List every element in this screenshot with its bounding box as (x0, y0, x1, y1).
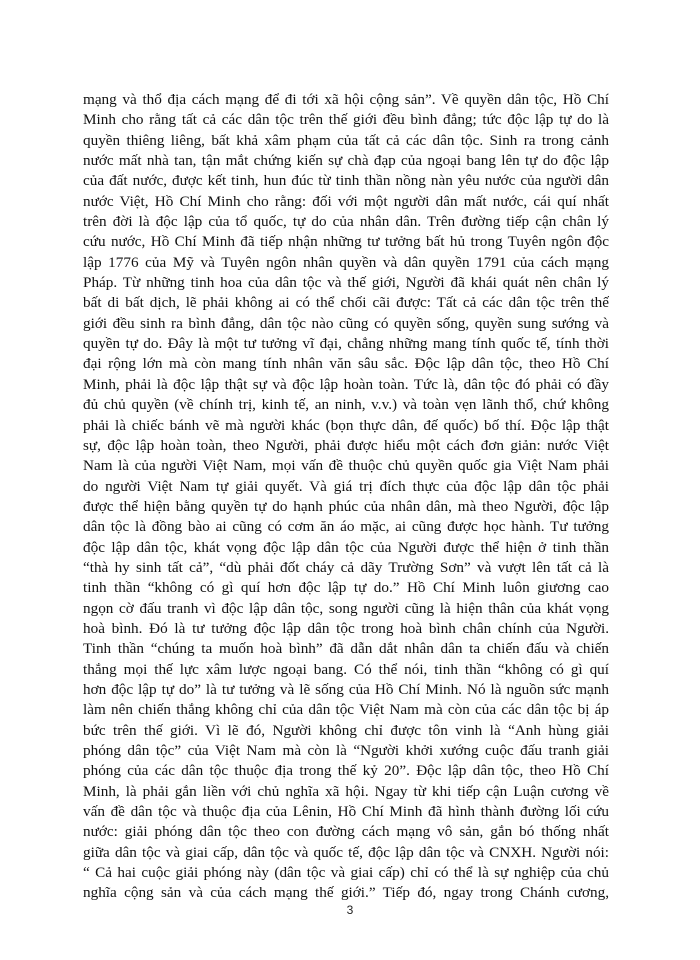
text-line: phóng của các dân tộc thuộc địa trong thế kỷ 20”. Độc lập dân tộc, theo Hồ Chí (83, 762, 609, 780)
text-line: Minh cho rằng tất cả các dân tộc trên thế giới đều bình đẳng; tức độc lập tự do là (83, 111, 609, 129)
text-line: bức trên thế giới. Vì lẽ đó, Người không chỉ được tôn vinh là “Anh hùng giải (83, 721, 609, 739)
text-line: bất di bất dịch, lẽ phải không ai có thể chối cãi được: Tất cả các dân tộc trên thế (83, 294, 609, 312)
text-line: phóng dân tộc” của Việt Nam mà còn là “Người khởi xướng cuộc đấu tranh giải (83, 742, 609, 759)
text-line: phải là chiếc bánh vẽ mà người khác (bọn thực dân, đế quốc) bố thí. Độc lập thật (83, 416, 609, 434)
text-line: Minh, phải là độc lập thật sự và độc lập hoàn toàn. Tức là, dân tộc đó phải có đầy (83, 375, 609, 393)
text-line: lập 1776 của Mỹ và Tuyên ngôn nhân quyền và dân quyền 1791 của cách mạng (83, 253, 609, 271)
text-line: mạng và thổ địa cách mạng để đi tới xã hội cộng sản”. Về quyền dân tộc, Hồ Chí (83, 91, 609, 108)
text-line: nghĩa cộng sản và của cách mạng thế giới.” Tiếp đó, ngay trong Chánh cương, (83, 884, 609, 902)
text-line: hoà bình. Đó là tư tưởng độc lập dân tộc trong hoà bình chân chính của Người. (83, 619, 609, 637)
text-line: hơn độc lập tự do” là tư tưởng và lẽ sống của Hồ Chí Minh. Nó là nguồn sức mạnh (83, 680, 609, 698)
text-line: Minh, là phải gắn liền với chủ nghĩa xã hội. Ngay từ khi tiếp cận Luận cương về (83, 782, 609, 800)
text-line: Nam là của người Việt Nam, mọi vấn đề thuộc chủ quyền quốc gia Việt Nam phải (83, 457, 609, 475)
text-line: “thà hy sinh tất cả”, “dù phải đốt cháy cả dãy Trường Sơn” và vượt lên tất cả là (83, 558, 609, 576)
text-line: được thể hiện bằng quyền tự do hạnh phúc của nhân dân, mà theo Người, độc lập (83, 497, 609, 515)
text-line: thắng mọi thế lực xâm lược ngoại bang. Có thể nói, tinh thần “không có gì quí (83, 660, 609, 678)
text-line: quyền thiêng liêng, bất khả xâm phạm của tất cả các dân tộc. Sinh ra trong cảnh (83, 131, 609, 149)
text-line: làm nên chiến thắng không chỉ của dân tộc Việt Nam mà còn của các dân tộc bị áp (83, 701, 609, 719)
text-line: nước mất nhà tan, tận mắt chứng kiến sự chà đạp của ngoại bang lên tự do độc lập (83, 152, 609, 170)
text-line: đủ chủ quyền (về chính trị, kinh tế, an ninh, v.v.) và toàn vẹn lãnh thổ, chứ không (83, 396, 609, 414)
text-line: giới đều sinh ra bình đẳng, dân tộc nào cũng có quyền sống, quyền sung sướng và (83, 314, 609, 332)
text-line: nước: giải phóng dân tộc theo con đường cách mạng vô sản, gắn bó thống nhất (83, 823, 609, 841)
text-line: độc lập dân tộc, khát vọng độc lập dân tộc của Người được thể hiện ở tinh thần (83, 538, 609, 556)
text-line: Pháp. Từ những tinh hoa của dân tộc và thế giới, Người đã khái quát nên chân lý (83, 274, 609, 292)
text-line: tinh thần “không có gì quí hơn độc lập tự do.” Hồ Chí Minh luôn giương cao (83, 579, 609, 597)
text-line: ngọn cờ đấu tranh vì độc lập dân tộc, song người cũng là hiện thân của khát vọng (83, 599, 609, 617)
text-line: sự, độc lập hoàn toàn, theo Người, phải được hiểu một cách đơn giản: nước Việt (83, 436, 609, 454)
body-text (83, 90, 609, 904)
text-line: nước Việt, Hồ Chí Minh cho rằng: đối với một người dân mất nước, cái quí nhất (83, 192, 609, 210)
text-line: của đất nước, được kết tinh, hun đúc từ tinh thần nồng nàn yêu nước của người dân (83, 172, 609, 190)
text-line: đại rộng lớn mà còn mang tính nhân văn sâu sắc. Độc lập dân tộc, theo Hồ Chí (83, 355, 609, 373)
text-line: giữa dân tộc và giai cấp, dân tộc và quốc tế, độc lập dân tộc và CNXH. Người nói: (83, 843, 609, 861)
text-line: dân tộc là đồng bào ai cũng có cơm ăn áo mặc, ai cũng được học hành. Tư tưởng (83, 518, 609, 536)
page-number: 3 (346, 903, 354, 917)
text-line: vấn đề dân tộc và thuộc địa của Lênin, Hồ Chí Minh đã hình thành đường lối cứu (83, 803, 609, 821)
text-line: do người Việt Nam tự giải quyết. Và giá trị đích thực của độc lập dân tộc phải (83, 477, 609, 495)
text-line: Tinh thần “chúng ta muốn hoà bình” đã dẫn dắt nhân dân ta chiến đấu và chiến (83, 640, 609, 658)
text-line: quyền tự do. Đây là một tư tưởng vĩ đại, chẳng những mang tính quốc tế, tính thời (83, 335, 609, 353)
text-line: trên đời là độc lập của tổ quốc, tự do của nhân dân. Trên đường tiếp cận chân lý (83, 213, 609, 231)
text-line: cứu nước, Hồ Chí Minh đã tiếp nhận những tư tưởng bất hủ trong Tuyên ngôn độc (83, 233, 609, 251)
text-line: “ Cả hai cuộc giải phóng này (dân tộc và giai cấp) chỉ có thể là sự nghiệp của chủ (83, 864, 609, 882)
